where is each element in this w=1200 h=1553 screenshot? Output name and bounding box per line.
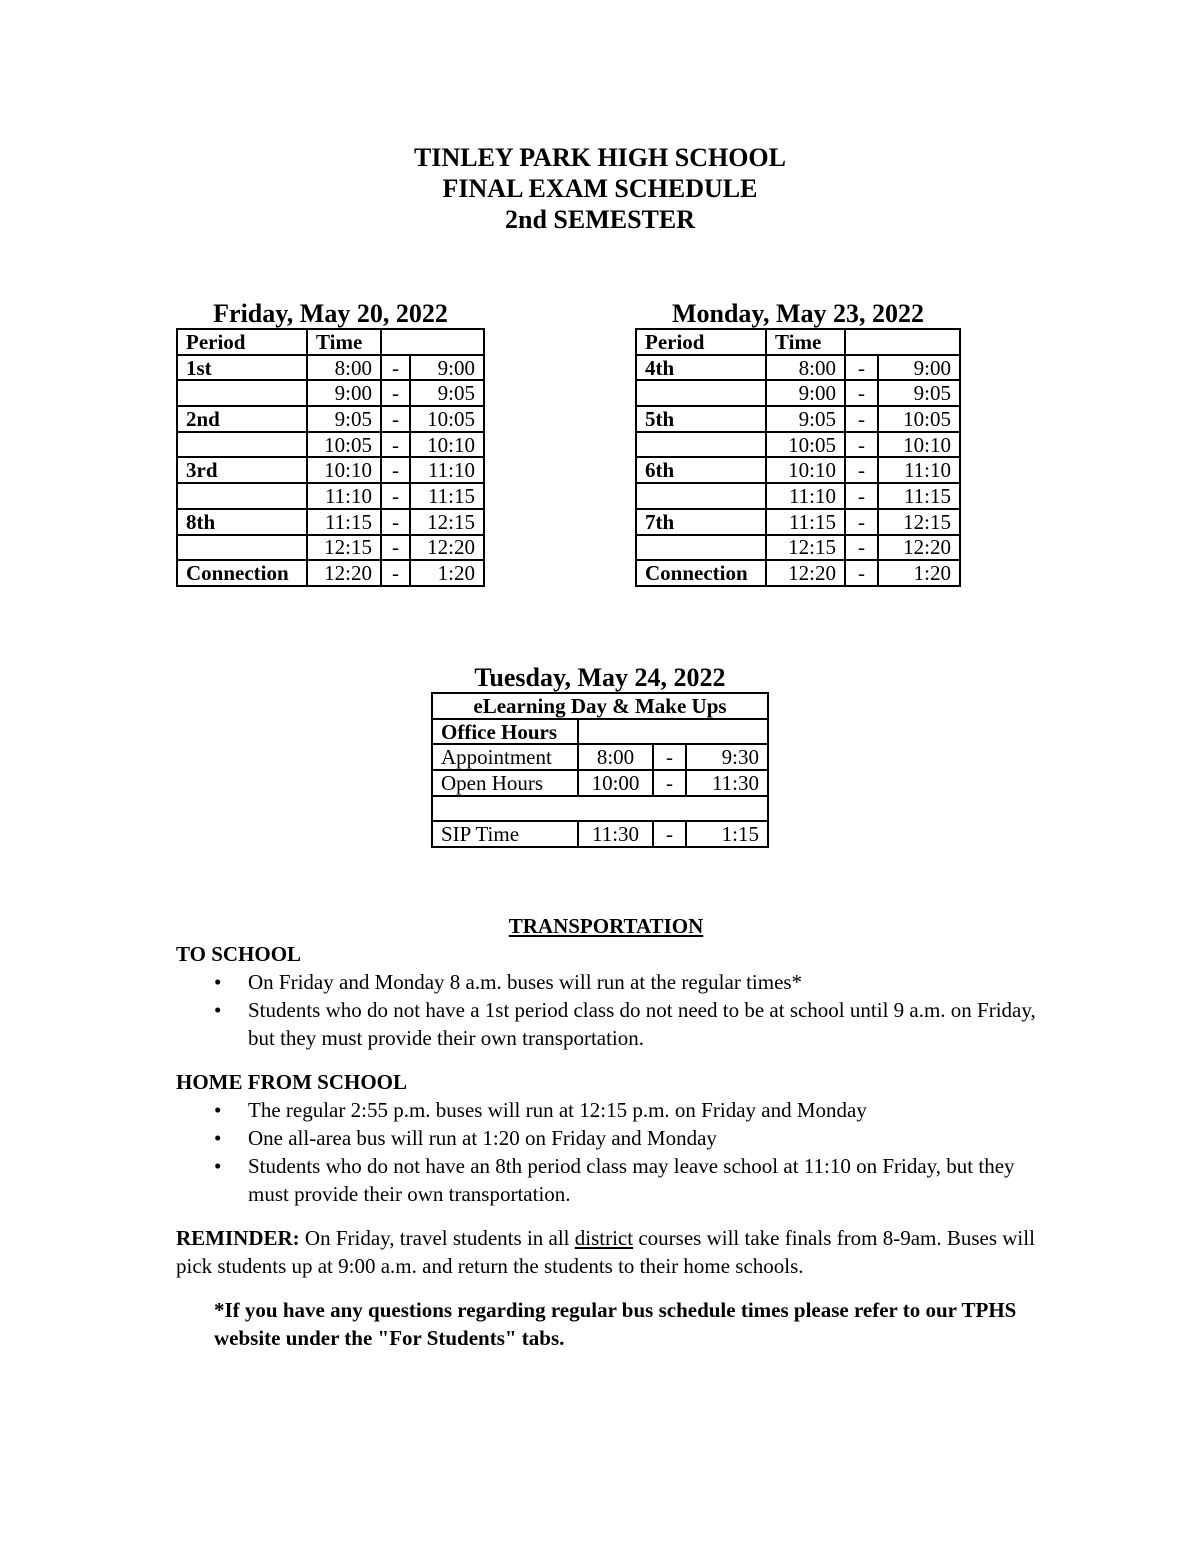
tuesday-table [431,692,769,848]
table-row [177,355,484,381]
period-cell: 6th [636,457,766,483]
time-separator: - [653,770,686,796]
home-from-school-list [176,1096,1036,1208]
reminder-label: REMINDER: [176,1226,300,1250]
friday-table [176,328,485,587]
end-time-cell: 12:20 [878,535,960,561]
start-time-cell: 10:05 [766,432,845,458]
schedule-title: FINAL EXAM SCHEDULE [442,174,758,203]
document-header [0,142,1200,235]
empty-cell [432,796,768,822]
reminder-underlined-word: district [574,1226,634,1250]
transportation-heading: TRANSPORTATION [508,914,704,938]
end-time-cell: 9:05 [878,380,960,406]
period-cell: 5th [636,406,766,432]
period-cell: 7th [636,509,766,535]
office-hours-row [432,719,768,745]
time-separator: - [845,483,878,509]
table-row [636,432,960,458]
period-cell [177,432,307,458]
period-cell: 4th [636,355,766,381]
semester-label: 2nd SEMESTER [504,205,696,234]
friday-table-body [177,329,484,586]
end-time-cell: 10:05 [410,406,484,432]
time-separator: - [845,457,878,483]
appointment-row [432,744,768,770]
start-time-cell: 11:10 [766,483,845,509]
list-item: • The regular 2:55 p.m. buses will run at 12:15 p.m. on Friday and Monday [248,1096,1036,1124]
time-separator: - [381,355,410,381]
friday-schedule [176,300,485,587]
reminder-paragraph [176,1224,1036,1280]
to-school-heading: TO SCHOOL [176,942,302,966]
end-time-cell: 1:20 [878,560,960,586]
table-header-row [177,329,484,355]
home-from-school-heading: HOME FROM SCHOOL [176,1070,407,1094]
start-time-cell: 12:20 [307,560,381,586]
period-header: Period [636,329,766,355]
period-cell: Connection [177,560,307,586]
monday-date: Monday, May 23, 2022 [671,299,925,328]
time-separator: - [381,457,410,483]
sip-end: 1:15 [686,821,768,847]
banner-row [432,693,768,719]
end-time-cell: 11:15 [410,483,484,509]
time-separator: - [653,744,686,770]
start-time-cell: 9:00 [766,380,845,406]
time-header: Time [307,329,381,355]
table-row [177,483,484,509]
appointment-label: Appointment [432,744,578,770]
time-separator: - [845,355,878,381]
empty-header-cell [381,329,484,355]
time-separator: - [381,509,410,535]
start-time-cell: 12:15 [307,535,381,561]
start-time-cell: 11:10 [307,483,381,509]
time-separator: - [381,560,410,586]
table-row [177,432,484,458]
tuesday-schedule [431,664,769,848]
school-name: TINLEY PARK HIGH SCHOOL [414,143,786,172]
open-hours-start: 10:00 [578,770,653,796]
table-row [636,355,960,381]
blank-row [432,796,768,822]
end-time-cell: 11:10 [878,457,960,483]
time-separator: - [653,821,686,847]
period-cell [636,432,766,458]
table-row [636,406,960,432]
table-row [636,560,960,586]
start-time-cell: 9:00 [307,380,381,406]
monday-schedule [635,300,961,587]
end-time-cell: 10:05 [878,406,960,432]
time-separator: - [845,432,878,458]
start-time-cell: 10:10 [766,457,845,483]
end-time-cell: 11:10 [410,457,484,483]
start-time-cell: 8:00 [307,355,381,381]
sip-label: SIP Time [432,821,578,847]
list-item: • On Friday and Monday 8 a.m. buses will run at the regular times* [248,968,1036,996]
table-row [636,483,960,509]
period-cell [636,483,766,509]
table-row [177,406,484,432]
period-cell: Connection [636,560,766,586]
empty-cell [578,719,768,745]
table-row [636,535,960,561]
transportation-section [176,912,1036,1352]
start-time-cell: 10:10 [307,457,381,483]
list-item: • Students who do not have an 8th period class may leave school at 11:10 on Friday, but they must provide their own transportation. [248,1152,1036,1208]
monday-table [635,328,961,587]
bus-schedule-note: *If you have any questions regarding regular bus schedule times please refer to our TPHS website under the "For Students" tabs. [214,1298,1017,1350]
office-hours-label: Office Hours [432,719,578,745]
list-item: • Students who do not have a 1st period class do not need to be at school until 9 a.m. on Friday, but they must provide their own transportation. [248,996,1036,1052]
period-cell: 1st [177,355,307,381]
sip-start: 11:30 [578,821,653,847]
start-time-cell: 11:15 [766,509,845,535]
start-time-cell: 9:05 [307,406,381,432]
end-time-cell: 1:20 [410,560,484,586]
period-cell: 2nd [177,406,307,432]
period-header: Period [177,329,307,355]
end-time-cell: 12:20 [410,535,484,561]
table-header-row [636,329,960,355]
table-row [177,560,484,586]
reminder-text-before: On Friday, travel students in all [304,1226,570,1250]
open-hours-label: Open Hours [432,770,578,796]
start-time-cell: 9:05 [766,406,845,432]
start-time-cell: 8:00 [766,355,845,381]
open-hours-end: 11:30 [686,770,768,796]
sip-row [432,821,768,847]
table-row [177,380,484,406]
start-time-cell: 11:15 [307,509,381,535]
reminder-text-after: courses will take finals from 8-9am. Buses will pick students up at 9:00 a.m. and return the students to their home schools. [176,1226,1035,1278]
period-cell: 3rd [177,457,307,483]
table-row [177,535,484,561]
table-row [636,380,960,406]
table-row [177,457,484,483]
end-time-cell: 9:00 [410,355,484,381]
period-cell [636,535,766,561]
appointment-end: 9:30 [686,744,768,770]
table-row [177,509,484,535]
start-time-cell: 12:20 [766,560,845,586]
start-time-cell: 10:05 [307,432,381,458]
time-separator: - [381,535,410,561]
appointment-start: 8:00 [578,744,653,770]
time-separator: - [845,406,878,432]
time-separator: - [381,380,410,406]
time-separator: - [845,509,878,535]
friday-date: Friday, May 20, 2022 [213,299,448,328]
table-row [636,509,960,535]
to-school-list [176,968,1036,1052]
period-cell [177,535,307,561]
end-time-cell: 9:05 [410,380,484,406]
end-time-cell: 10:10 [878,432,960,458]
time-separator: - [845,560,878,586]
time-separator: - [845,535,878,561]
end-time-cell: 12:15 [878,509,960,535]
end-time-cell: 10:10 [410,432,484,458]
start-time-cell: 12:15 [766,535,845,561]
open-hours-row [432,770,768,796]
time-separator: - [381,432,410,458]
time-separator: - [381,483,410,509]
time-separator: - [845,380,878,406]
period-cell [636,380,766,406]
time-separator: - [381,406,410,432]
time-header: Time [766,329,845,355]
monday-table-body [636,329,960,586]
list-item: • One all-area bus will run at 1:20 on Friday and Monday [248,1124,1036,1152]
table-row [636,457,960,483]
end-time-cell: 9:00 [878,355,960,381]
period-cell [177,483,307,509]
tuesday-date: Tuesday, May 24, 2022 [474,663,726,692]
period-cell: 8th [177,509,307,535]
end-time-cell: 11:15 [878,483,960,509]
end-time-cell: 12:15 [410,509,484,535]
period-cell [177,380,307,406]
elearning-banner: eLearning Day & Make Ups [432,693,768,719]
empty-header-cell [845,329,960,355]
